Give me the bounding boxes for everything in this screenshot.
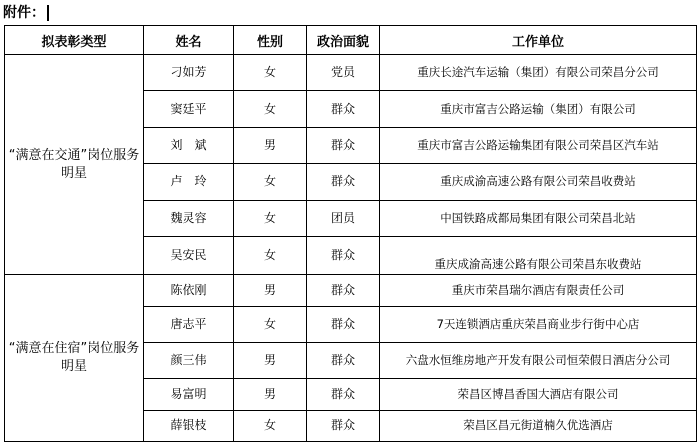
name-cell: 魏灵容 [144,200,234,236]
name-cell: 陈依刚 [144,275,234,306]
attachment-label: 附件： [3,2,49,24]
name-cell: 刘 斌 [144,127,234,163]
name-cell: 刁如芳 [144,55,234,91]
political-cell: 群众 [307,164,380,200]
table-row [5,55,697,91]
unit-cell: 重庆市富吉公路运输（集团）有限公司 [380,91,697,127]
name-cell: 颜三伟 [144,342,234,378]
header-award-type: 拟表彰类型 [5,26,144,55]
unit-cell: 重庆成渝高速公路有限公司荣昌收费站 [380,164,697,200]
political-cell: 群众 [307,410,380,441]
name-cell: 吴安民 [144,236,234,274]
gender-cell: 男 [234,379,307,410]
unit-cell: 六盘水恒维房地产开发有限公司恒荣假日酒店分公司 [380,342,697,378]
gender-cell: 女 [234,306,307,342]
political-cell: 群众 [307,127,380,163]
text-cursor [47,5,49,21]
gender-cell: 女 [234,164,307,200]
gender-cell: 女 [234,200,307,236]
gender-cell: 男 [234,127,307,163]
header-work-unit: 工作单位 [380,26,697,55]
political-cell: 群众 [307,306,380,342]
gender-cell: 女 [234,410,307,441]
unit-cell: 重庆市富吉公路运输集团有限公司荣昌区汽车站 [380,127,697,163]
name-cell: 薛银枝 [144,410,234,441]
gender-cell: 男 [234,275,307,306]
unit-cell: 重庆成渝高速公路有限公司荣昌东收费站 [380,236,697,274]
table-header-row [5,26,697,55]
gender-cell: 女 [234,91,307,127]
unit-cell: 重庆市荣昌瑞尔酒店有限责任公司 [380,275,697,306]
political-cell: 党员 [307,55,380,91]
header-political-status: 政治面貌 [307,26,380,55]
name-cell: 窦廷平 [144,91,234,127]
name-cell: 易富明 [144,379,234,410]
unit-cell: 荣昌区博昌香国大酒店有限公司 [380,379,697,410]
political-cell: 团员 [307,200,380,236]
header-gender: 性别 [234,26,307,55]
gender-cell: 女 [234,55,307,91]
unit-cell: 荣昌区昌元街道楠久优选酒店 [380,410,697,441]
name-cell: 卢 玲 [144,164,234,200]
gender-cell: 男 [234,342,307,378]
table-row [5,275,697,306]
gender-cell: 女 [234,236,307,274]
political-cell: 群众 [307,275,380,306]
unit-cell: 重庆长途汽车运输（集团）有限公司荣昌分公司 [380,55,697,91]
name-cell: 唐志平 [144,306,234,342]
award-type-cell: “满意在交通”岗位服务明星 [5,55,144,275]
political-cell: 群众 [307,342,380,378]
political-cell: 群众 [307,91,380,127]
unit-cell: 7天连锁酒店重庆荣昌商业步行街中心店 [380,306,697,342]
political-cell: 群众 [307,236,380,274]
award-nominee-table [4,25,697,442]
award-type-cell: “满意在住宿”岗位服务明星 [5,275,144,442]
header-name: 姓名 [144,26,234,55]
political-cell: 群众 [307,379,380,410]
unit-cell: 中国铁路成都局集团有限公司荣昌北站 [380,200,697,236]
